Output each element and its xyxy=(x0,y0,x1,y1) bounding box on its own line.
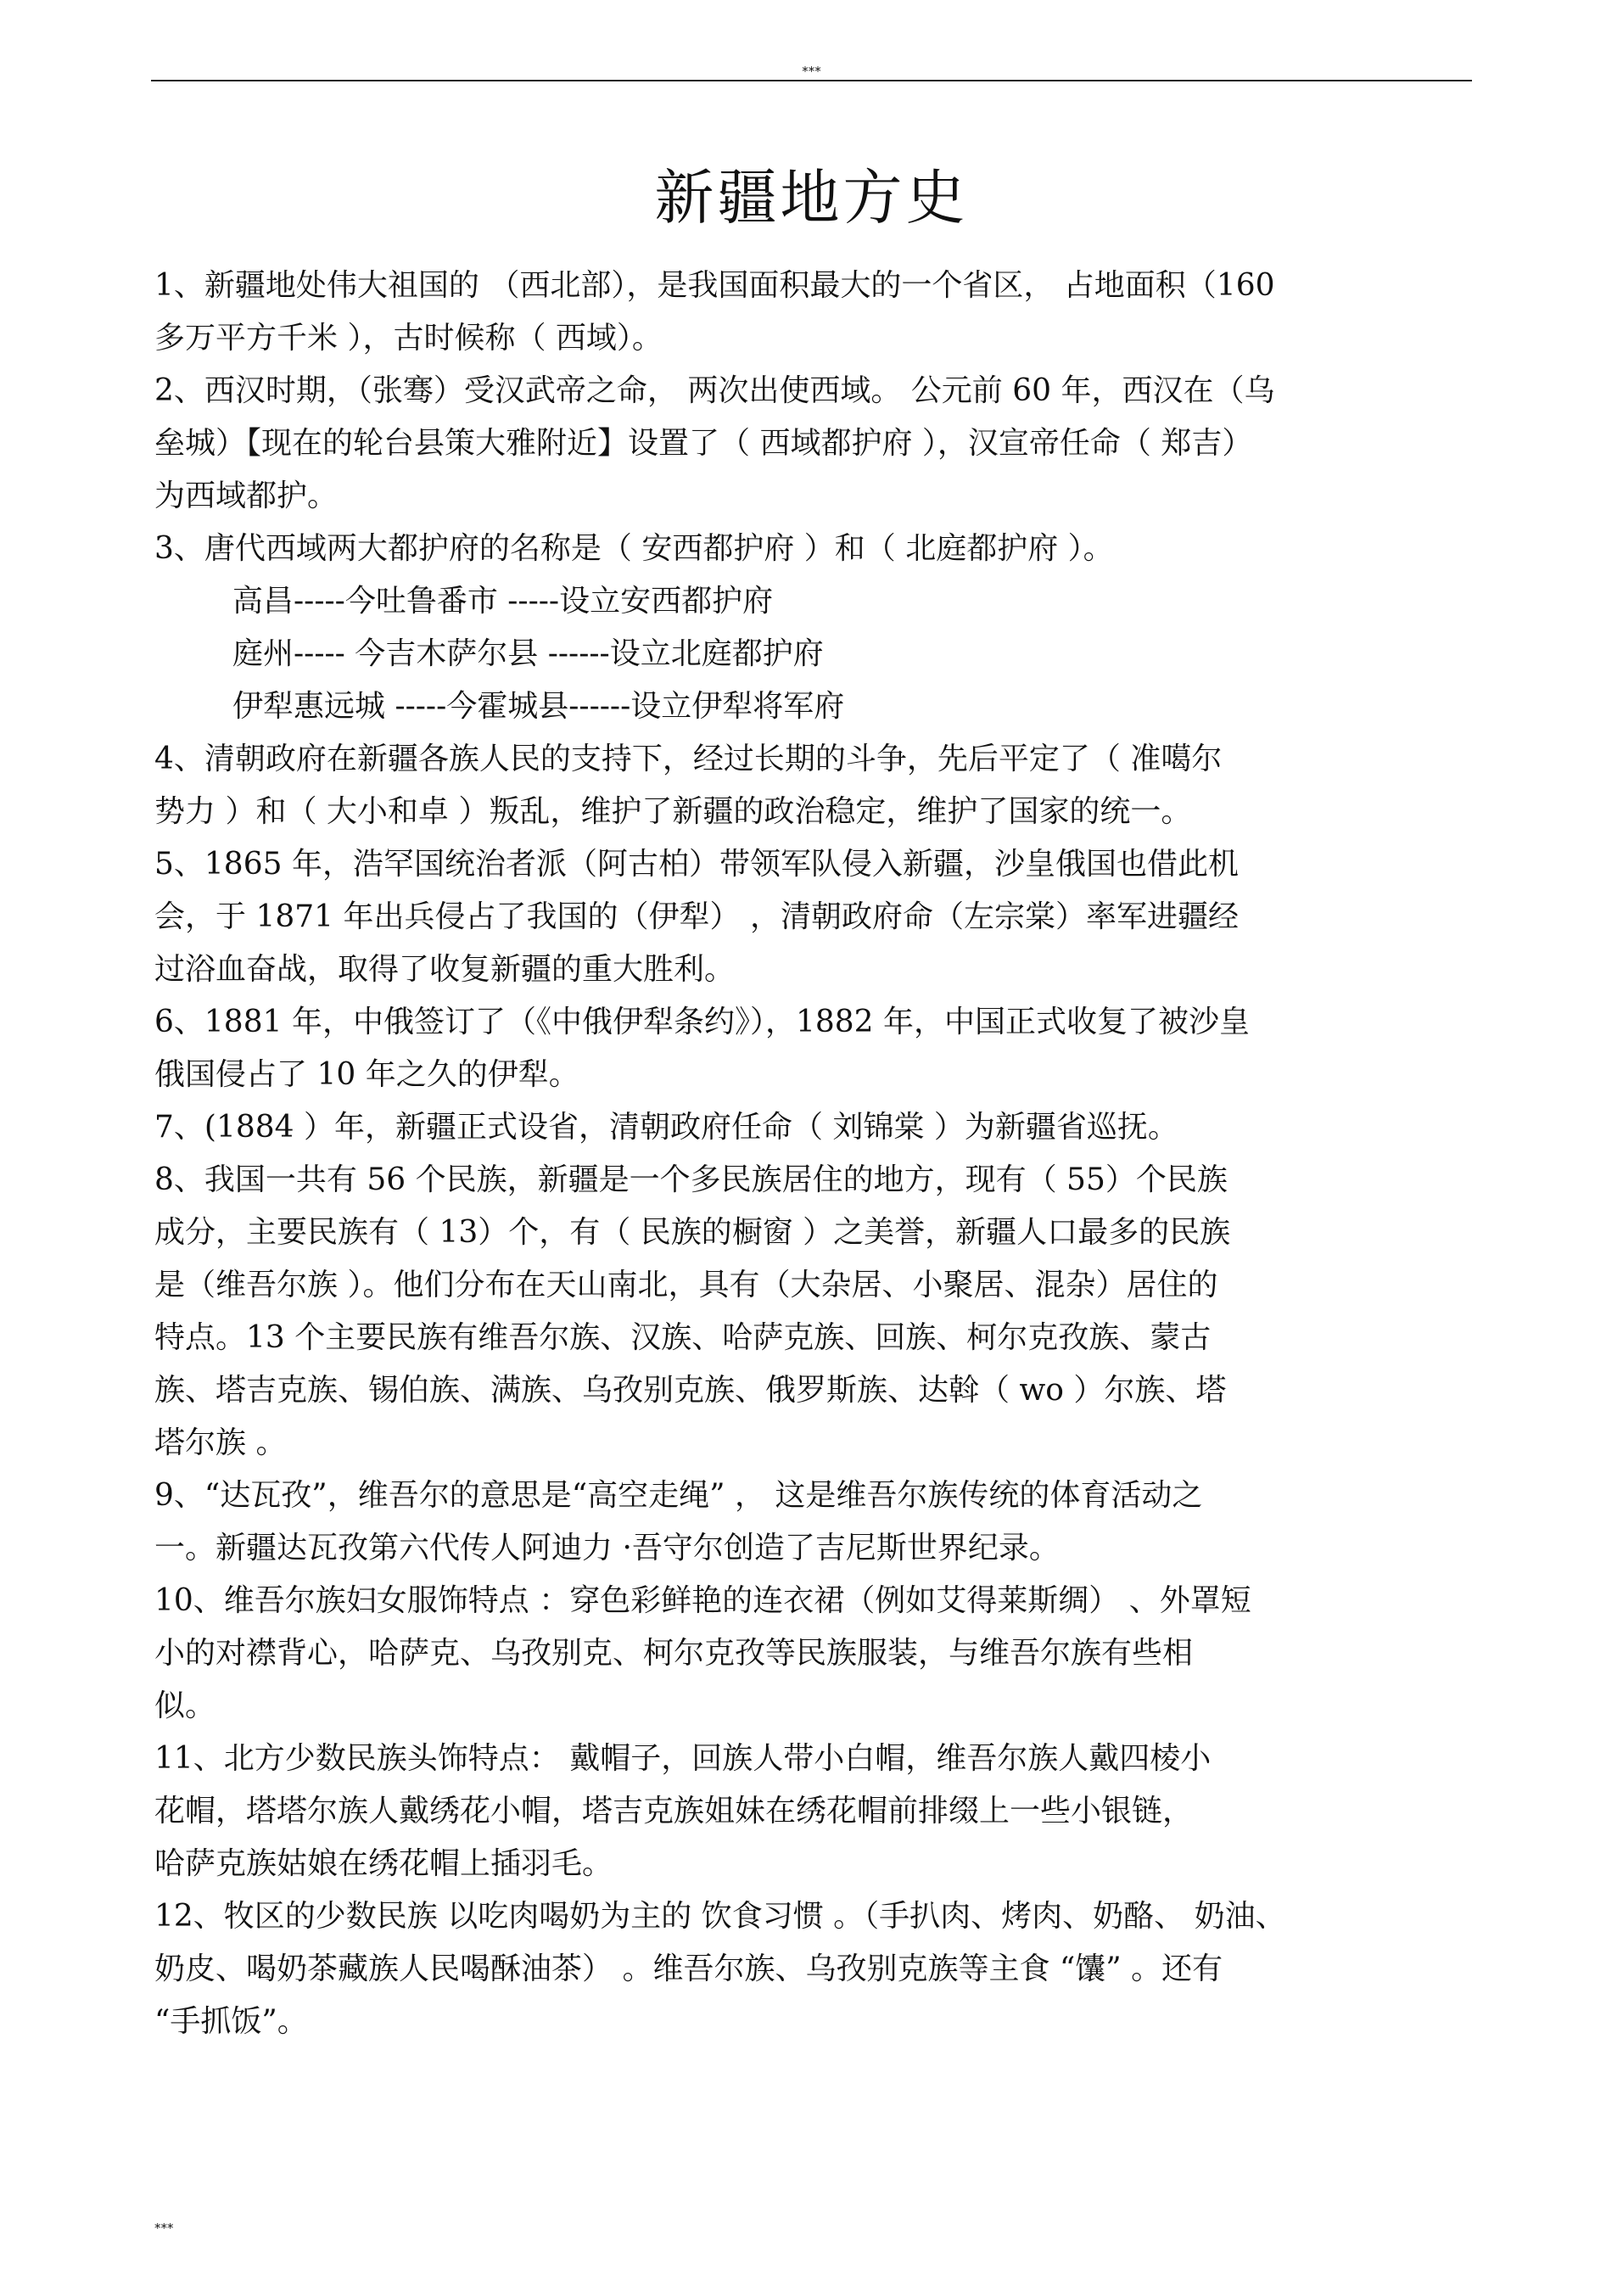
document-body xyxy=(154,260,1478,2048)
paragraph-line: 垒城）【现在的轮台县策大雅附近】设置了（ 西域都护府 ），汉宣帝任命（ 郑吉） xyxy=(154,426,1253,461)
paragraph-line: 7、(1884 ）年，新疆正式设省，清朝政府任命（ 刘锦棠 ）为新疆省巡抚。 xyxy=(154,1110,1178,1145)
paragraph-line: 5、1865 年，浩罕国统治者派（阿古柏）带领军队侵入新疆，沙皇俄国也借此机 xyxy=(154,847,1239,882)
paragraph-line: 势力 ）和（ 大小和卓 ）叛乱，维护了新疆的政治稳定，维护了国家的统一。 xyxy=(154,794,1192,829)
footer-mark: *** xyxy=(154,2220,174,2236)
paragraph-line: 高昌-----今吐鲁番市 -----设立安西都护府 xyxy=(232,584,774,619)
paragraph-line: 8、我国一共有 56 个民族，新疆是一个多民族居住的地方，现有（ 55）个民族 xyxy=(154,1162,1228,1197)
paragraph-line: 似。 xyxy=(154,1688,216,1723)
paragraph-line: 过浴血奋战，取得了收复新疆的重大胜利。 xyxy=(154,952,736,987)
header-rule xyxy=(151,80,1472,81)
paragraph xyxy=(154,1733,1478,1890)
paragraph-line: 3、唐代西域两大都护府的名称是（ 安西都护府 ）和（ 北庭都护府 ）。 xyxy=(154,531,1114,566)
paragraph-line: 小的对襟背心，哈萨克、乌孜别克、柯尔克孜等民族服装，与维吾尔族有些相 xyxy=(154,1636,1194,1671)
paragraph-line: 1、新疆地处伟大祖国的 （西北部），是我国面积最大的一个省区， 占地面积（160 xyxy=(154,268,1275,303)
paragraph-line: 族、塔吉克族、锡伯族、满族、乌孜别克族、俄罗斯族、达斡（ wo ）尔族、塔 xyxy=(154,1373,1227,1408)
paragraph-line: 塔尔族 。 xyxy=(154,1425,287,1460)
header-mark: *** xyxy=(802,64,821,79)
paragraph xyxy=(154,365,1478,523)
paragraph-line: 特点。13 个主要民族有维吾尔族、汉族、哈萨克族、回族、柯尔克孜族、蒙古 xyxy=(154,1320,1212,1355)
paragraph-line: 为西域都护。 xyxy=(154,479,339,513)
paragraph xyxy=(154,1470,1478,1575)
paragraph-line: 2、西汉时期，（张骞）受汉武帝之命， 两次出使西域。 公元前 60 年，西汉在（乌 xyxy=(154,373,1275,408)
paragraph xyxy=(154,838,1478,996)
paragraph-line: 6、1881 年，中俄签订了（《中俄伊犁条约》），1882 年，中国正式收复了被沙皇 xyxy=(154,1005,1251,1039)
paragraph xyxy=(154,1890,1478,2048)
paragraph-line: 庭州----- 今吉木萨尔县 ------设立北庭都护府 xyxy=(232,636,824,671)
paragraph xyxy=(154,260,1478,365)
paragraph-line: 俄国侵占了 10 年之久的伊犁。 xyxy=(154,1057,579,1092)
paragraph xyxy=(154,1101,1478,1154)
paragraph xyxy=(154,575,1478,733)
paragraph-line: “手抓饭”。 xyxy=(154,2004,308,2039)
paragraph-line: 4、清朝政府在新疆各族人民的支持下，经过长期的斗争，先后平定了（ 准噶尔 xyxy=(154,742,1223,776)
paragraph-line: 奶皮、喝奶茶藏族人民喝酥油茶） 。维吾尔族、乌孜别克族等主食 “馕” 。还有 xyxy=(154,1952,1223,1986)
paragraph xyxy=(154,1575,1478,1733)
paragraph-line: 哈萨克族姑娘在绣花帽上插羽毛。 xyxy=(154,1846,613,1881)
paragraph xyxy=(154,996,1478,1101)
paragraph-line: 是（维吾尔族 ）。他们分布在天山南北，具有（大杂居、小聚居、混杂）居住的 xyxy=(154,1268,1218,1302)
paragraph-line: 一。新疆达瓦孜第六代传人阿迪力 ·吾守尔创造了吉尼斯世界纪录。 xyxy=(154,1531,1060,1565)
paragraph-line: 10、维吾尔族妇女服饰特点 ：穿色彩鲜艳的连衣裙（例如艾得莱斯绸） 、外罩短 xyxy=(154,1583,1251,1618)
paragraph-line: 伊犁惠远城 -----今霍城县------设立伊犁将军府 xyxy=(232,689,845,724)
paragraph-line: 成分，主要民族有（ 13）个，有（ 民族的橱窗 ）之美誉，新疆人口最多的民族 xyxy=(154,1215,1231,1250)
paragraph xyxy=(154,1154,1478,1470)
paragraph-line: 11、北方少数民族头饰特点： 戴帽子，回族人带小白帽，维吾尔族人戴四棱小 xyxy=(154,1741,1212,1776)
paragraph-line: 会，于 1871 年出兵侵占了我国的（伊犁） ，清朝政府命（左宗棠）率军进疆经 xyxy=(154,899,1239,934)
paragraph xyxy=(154,523,1478,575)
paragraph-line: 多万平方千米 ），古时候称（ 西域）。 xyxy=(154,321,663,356)
page-title: 新疆地方史 xyxy=(654,163,969,232)
paragraph-line: 9、“达瓦孜”，维吾尔的意思是“高空走绳” ， 这是维吾尔族传统的体育活动之 xyxy=(154,1478,1203,1513)
paragraph-line: 花帽，塔塔尔族人戴绣花小帽，塔吉克族姐妹在绣花帽前排缀上一些小银链， xyxy=(154,1794,1194,1828)
paragraph xyxy=(154,733,1478,838)
paragraph-line: 12、牧区的少数民族 以吃肉喝奶为主的 饮食习惯 。（手扒肉、烤肉、奶酪、 奶油、 xyxy=(154,1899,1286,1934)
